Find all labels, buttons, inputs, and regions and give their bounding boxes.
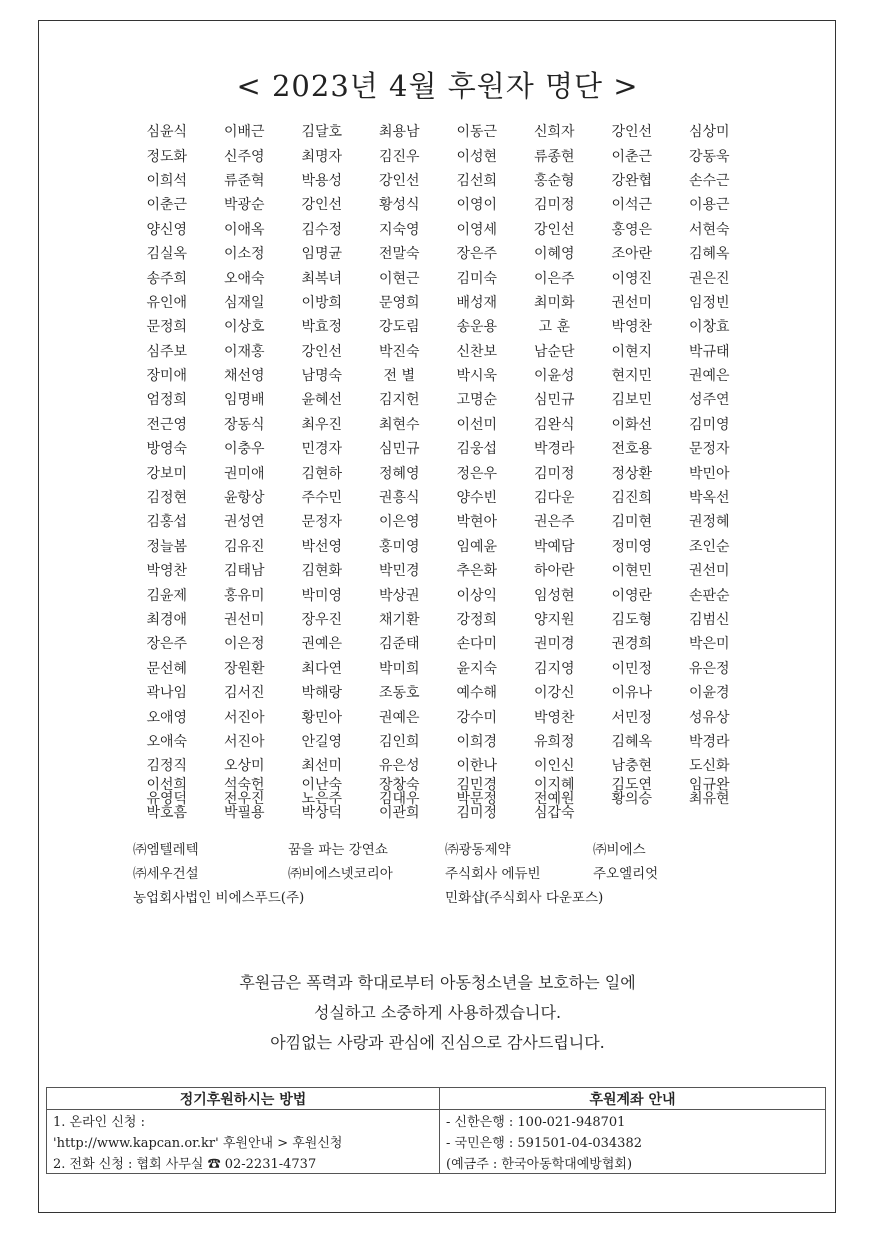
donor-name: 강수미 [456, 709, 498, 726]
donor-name: 조인순 [688, 538, 730, 555]
donor-name: 이선희 [146, 777, 188, 794]
donor-name: 박미희 [378, 660, 420, 677]
donor-name: 강정희 [456, 612, 498, 628]
donor-name: 이재홍 [223, 343, 265, 360]
donor-name: 장창숙 [378, 777, 420, 794]
donation-method-line: 1. 온라인 신청 : [47, 1110, 440, 1132]
donor-name: 박영찬 [533, 709, 575, 726]
donor-name: 손판순 [688, 587, 730, 604]
donor-name: 권은진 [688, 270, 730, 287]
donor-name: 유은성 [378, 758, 420, 775]
donor-name: 권선미 [611, 294, 653, 311]
name-row [128, 217, 748, 241]
donor-name: 류준혁 [223, 172, 265, 189]
donor-name: 권경희 [611, 636, 653, 653]
donor-name: 전예원 [533, 790, 575, 807]
donor-name: 이현민 [611, 563, 653, 580]
donor-name: 성주연 [688, 392, 730, 409]
donor-name: 엄정희 [146, 392, 188, 409]
donor-name: 노은주 [301, 790, 343, 807]
donor-name: 류종현 [533, 148, 575, 165]
donor-name: 황민아 [301, 709, 343, 726]
donor-name: 김선희 [456, 172, 498, 189]
donor-name: 강동욱 [688, 148, 730, 165]
company-row [133, 886, 753, 910]
donor-name: 이지혜 [533, 777, 575, 794]
donor-name: 심민규 [533, 392, 575, 409]
donor-name: 이강신 [533, 685, 575, 702]
name-row [128, 534, 748, 558]
donor-name: 박경라 [533, 441, 575, 458]
donor-name: 최현수 [378, 416, 420, 433]
donor-name: 박예담 [533, 538, 575, 555]
donor-name: 신희자 [533, 124, 575, 141]
donor-name: 이애옥 [223, 221, 265, 238]
donor-name: 정미영 [611, 538, 653, 555]
donor-name: 권정혜 [688, 514, 730, 531]
donor-name: 지숙영 [378, 221, 420, 238]
donor-name: 권예은 [301, 636, 343, 653]
donor-name: 박민아 [688, 465, 730, 482]
donor-name: 김인희 [378, 733, 420, 750]
donor-name: 김홍섭 [146, 514, 188, 531]
donor-name: 도신화 [688, 758, 730, 775]
donor-name: 이유나 [611, 685, 653, 702]
donor-name: 현지민 [611, 368, 653, 385]
donor-name: 조아란 [611, 246, 653, 263]
donor-name: 김진우 [378, 148, 420, 165]
donor-name: 이영진 [611, 270, 653, 287]
donor-name: 윤항상 [223, 490, 265, 507]
name-row [128, 680, 748, 704]
donor-name: 장은주 [146, 636, 188, 653]
company-row [133, 838, 753, 862]
donor-name: 이상호 [223, 319, 265, 336]
name-row [128, 119, 748, 143]
name-row [128, 582, 748, 606]
donor-name: 이방희 [301, 294, 343, 311]
bank-account-line: - 신한은행 : 100-021-948701 [440, 1110, 826, 1132]
donor-name: 예수해 [456, 685, 498, 702]
donor-name: 김준태 [378, 636, 420, 653]
donor-name: 권흥식 [378, 490, 420, 507]
donor-name: 장은주 [456, 246, 498, 263]
donor-name: 박경라 [688, 733, 730, 750]
company-name: 농업회사법인 비에스푸드(주) [133, 890, 305, 906]
donor-name: 권성연 [223, 514, 265, 531]
donor-name: 강인선 [301, 197, 343, 214]
donor-name: 이충우 [223, 441, 265, 458]
name-row [128, 265, 748, 289]
donor-name: 김서진 [223, 685, 265, 702]
donor-name: 강보미 [146, 465, 188, 482]
name-row [128, 412, 748, 436]
donor-name: 박규태 [688, 343, 730, 360]
donor-name: 이성현 [456, 148, 498, 165]
donor-name: 유인애 [146, 294, 188, 311]
donor-name: 이상익 [456, 587, 498, 604]
donor-name: 김미정 [533, 465, 575, 482]
donor-name: 전 별 [383, 368, 415, 385]
donor-name: 문선혜 [146, 660, 188, 677]
donor-name: 이희경 [456, 733, 498, 750]
donor-name: 강인선 [533, 221, 575, 238]
corporate-donor-list [133, 838, 753, 910]
donor-name: 강인선 [301, 343, 343, 360]
donor-name: 김혜옥 [611, 733, 653, 750]
donor-name: 이은정 [223, 636, 265, 653]
donor-name: 이석근 [611, 197, 653, 214]
donor-name: 정도화 [146, 148, 188, 165]
donor-name: 박시욱 [456, 368, 498, 385]
company-name: 주오엘리엇 [593, 866, 659, 882]
donor-name: 이한나 [456, 758, 498, 775]
page-title: < 2023년 4월 후원자 명단 > [236, 69, 639, 103]
donor-name: 김윤제 [146, 587, 188, 604]
donor-name: 이창효 [688, 319, 730, 336]
donor-name: 양신영 [146, 221, 188, 238]
company-name: 민화샵(주식회사 다운포스) [445, 890, 604, 906]
donor-name: 홍유미 [223, 587, 265, 604]
donor-name: 이현지 [611, 343, 653, 360]
donor-name: 강도림 [378, 319, 420, 336]
donor-name: 이배근 [223, 124, 265, 141]
donor-name: 남순단 [533, 343, 575, 360]
donor-name: 강인선 [611, 124, 653, 141]
donor-name: 김대우 [378, 790, 420, 807]
donor-name: 최명자 [301, 148, 343, 165]
donor-name: 권예은 [688, 368, 730, 385]
donor-name: 권미애 [223, 465, 265, 482]
donor-name: 홍영은 [611, 221, 653, 238]
donor-name: 민경자 [301, 441, 343, 458]
donor-name: 이선미 [456, 416, 498, 433]
donor-name: 김다운 [533, 490, 575, 507]
donor-name: 이용근 [688, 197, 730, 214]
donor-name: 전우진 [223, 790, 265, 807]
message-line: 성실하고 소중하게 사용하겠습니다. [313, 1003, 562, 1022]
donor-name: 김달호 [301, 124, 343, 141]
donor-name: 전호용 [611, 441, 653, 458]
donor-name: 유영덕 [146, 790, 188, 807]
thank-you-message [0, 968, 875, 1058]
message-line: 아낌없는 사랑과 관심에 진심으로 감사드립니다. [270, 1033, 605, 1052]
donor-name: 김지영 [533, 660, 575, 677]
donor-name: 최복녀 [301, 270, 343, 287]
donor-name: 김도연 [611, 777, 653, 794]
name-row [128, 241, 748, 265]
donor-name: 박영찬 [146, 563, 188, 580]
company-name: ㈜광동제약 [445, 842, 511, 858]
donor-name: 최유현 [688, 790, 730, 807]
name-row [128, 387, 748, 411]
name-row [128, 363, 748, 387]
donor-name: 심상미 [688, 124, 730, 141]
donor-name: 권선미 [688, 563, 730, 580]
name-row [128, 314, 748, 338]
donor-name: 강인선 [378, 172, 420, 189]
donor-name: 이혜영 [533, 246, 575, 263]
donor-name: 박선영 [301, 538, 343, 555]
donor-name: 장동식 [223, 416, 265, 433]
donor-name: 임예윤 [456, 538, 498, 555]
donor-name: 문정희 [146, 319, 188, 336]
donor-name: 하아란 [533, 563, 575, 580]
donor-name: 곽나임 [146, 685, 188, 702]
donor-name: 정은우 [456, 465, 498, 482]
donor-name: 박효정 [301, 319, 343, 336]
donor-name: 석숙헌 [223, 777, 265, 794]
donor-name: 김미영 [688, 416, 730, 433]
donor-name: 문영희 [378, 294, 420, 311]
donor-name: 김혜옥 [688, 246, 730, 263]
donor-name: 오애영 [146, 709, 188, 726]
donor-name: 김미정 [533, 197, 575, 214]
donor-name: 박현아 [456, 514, 498, 531]
donor-name: 심주보 [146, 343, 188, 360]
donor-name: 권은주 [533, 514, 575, 531]
name-row [128, 192, 748, 216]
donor-name: 최다연 [301, 660, 343, 677]
donor-name: 심재일 [223, 294, 265, 311]
donor-name: 주수민 [301, 490, 343, 507]
name-row [128, 436, 748, 460]
donor-name: 장미애 [146, 368, 188, 385]
donor-name: 박호흠 [146, 804, 188, 821]
donor-name: 임규완 [688, 777, 730, 794]
donor-name: 김현화 [301, 563, 343, 580]
donor-name: 박필용 [223, 804, 265, 821]
donor-name: 정혜영 [378, 465, 420, 482]
donor-name: 오애숙 [223, 270, 265, 287]
donor-name: 홍순형 [533, 172, 575, 189]
donor-name: 이영세 [456, 221, 498, 238]
donor-name: 고명순 [456, 392, 498, 409]
donor-name: 권예은 [378, 709, 420, 726]
donor-name: 조동호 [378, 685, 420, 702]
donor-name: 이은영 [378, 514, 420, 531]
donor-name: 임성현 [533, 587, 575, 604]
donor-name: 김완식 [533, 416, 575, 433]
donor-name: 박민경 [378, 563, 420, 580]
name-row [128, 631, 748, 655]
donor-name: 최용남 [378, 124, 420, 141]
donor-name: 김유진 [223, 538, 265, 555]
donor-name: 이윤경 [688, 685, 730, 702]
name-row [128, 339, 748, 363]
donor-name: 김태남 [223, 563, 265, 580]
donor-name: 문정자 [301, 514, 343, 531]
donor-name: 손다미 [456, 636, 498, 653]
name-row [128, 656, 748, 680]
donor-name: 김미숙 [456, 270, 498, 287]
donor-name: 박영찬 [611, 319, 653, 336]
donor-name: 박옥선 [688, 490, 730, 507]
donor-name: 김실옥 [146, 246, 188, 263]
name-row [128, 460, 748, 484]
donor-name: 양지원 [533, 612, 575, 628]
donor-name: 안길영 [301, 733, 343, 750]
donor-name: 김현하 [301, 465, 343, 482]
donor-name: 전근영 [146, 416, 188, 433]
donor-name: 이현근 [378, 270, 420, 287]
donor-name: 윤혜선 [301, 392, 343, 409]
donor-name: 고 훈 [538, 319, 570, 336]
donor-name: 이화선 [611, 416, 653, 433]
donor-name: 서진아 [223, 733, 265, 750]
donor-name: 채기환 [378, 612, 420, 628]
donor-name: 김진희 [611, 490, 653, 507]
donor-name: 김수정 [301, 221, 343, 238]
donor-name: 송주희 [146, 270, 188, 287]
donor-name: 이영란 [611, 587, 653, 604]
donor-name: 이춘근 [146, 197, 188, 214]
company-name: 주식회사 에듀빈 [445, 866, 541, 882]
name-row [128, 143, 748, 167]
bank-account-header: 후원계좌 안내 [440, 1088, 826, 1110]
company-name: ㈜비에스넷코리아 [288, 866, 393, 882]
donor-name: 배성재 [456, 294, 498, 311]
donor-name: 심윤식 [146, 124, 188, 141]
donor-name: 홍미영 [378, 538, 420, 555]
donor-name: 방영숙 [146, 441, 188, 458]
donor-name: 장우진 [301, 612, 343, 628]
donation-method-header: 정기후원하시는 방법 [47, 1088, 440, 1110]
donor-name: 이춘근 [611, 148, 653, 165]
donor-name: 송운용 [456, 319, 498, 336]
donor-name: 최경애 [146, 612, 188, 628]
donor-name: 정늘봄 [146, 538, 188, 555]
donor-name: 박미영 [301, 587, 343, 604]
donor-name: 김미현 [611, 514, 653, 531]
donation-method-line: 2. 전화 신청 : 협회 사무실 ☎ 02-2231-4737 [47, 1152, 440, 1174]
donor-name: 이은주 [533, 270, 575, 287]
company-name: 꿈을 파는 강연쇼 [288, 842, 388, 858]
donation-method-line: 'http://www.kapcan.or.kr' 후원안내 > 후원신청 [47, 1131, 440, 1152]
donor-name: 최우진 [301, 416, 343, 433]
donor-name-list [128, 119, 748, 821]
donor-name: 추은화 [456, 563, 498, 580]
donor-name: 정상환 [611, 465, 653, 482]
donation-info-table [46, 1087, 826, 1174]
donor-name: 권미경 [533, 636, 575, 653]
name-row [128, 485, 748, 509]
donor-name: 김도형 [611, 612, 653, 628]
message-line: 후원금은 폭력과 학대로부터 아동청소년을 보호하는 일에 [239, 973, 636, 992]
donor-name: 손수근 [688, 172, 730, 189]
name-row [128, 729, 748, 753]
donor-name: 황성식 [378, 197, 420, 214]
donor-name: 최선미 [301, 758, 343, 775]
donor-name: 박은미 [688, 636, 730, 653]
donor-name: 채선영 [223, 368, 265, 385]
donor-name: 황의승 [611, 790, 653, 807]
donor-name: 김웅섭 [456, 441, 498, 458]
donor-name: 이소정 [223, 246, 265, 263]
donor-name: 오상미 [223, 758, 265, 775]
donor-name: 김지헌 [378, 392, 420, 409]
donor-name: 권선미 [223, 612, 265, 628]
donor-name: 최미화 [533, 294, 575, 311]
donor-name: 임명균 [301, 246, 343, 263]
donor-name: 서민정 [611, 709, 653, 726]
bank-account-line: - 국민은행 : 591501-04-034382 [440, 1131, 826, 1152]
donor-name: 박문정 [456, 790, 498, 807]
bank-account-line: (예금주 : 한국아동학대예방협회) [440, 1152, 826, 1174]
donor-name: 서진아 [223, 709, 265, 726]
donor-name: 이영이 [456, 197, 498, 214]
donor-name: 유희정 [533, 733, 575, 750]
donor-name: 김정직 [146, 758, 188, 775]
donor-name: 이민정 [611, 660, 653, 677]
donor-name: 박광순 [223, 197, 265, 214]
donor-name: 박상권 [378, 587, 420, 604]
donor-name: 신주영 [223, 148, 265, 165]
donor-name: 이관희 [378, 804, 420, 821]
donor-name: 강완협 [611, 172, 653, 189]
company-name: ㈜세우건설 [133, 866, 199, 882]
donor-name: 박용성 [301, 172, 343, 189]
donor-name: 문정자 [688, 441, 730, 458]
donor-name: 윤지숙 [456, 660, 498, 677]
company-name: ㈜비에스 [593, 842, 646, 858]
donor-name: 전말숙 [378, 246, 420, 263]
company-name: ㈜엠텔레텍 [133, 842, 199, 858]
donor-name: 김범신 [688, 612, 730, 628]
donor-name: 박진숙 [378, 343, 420, 360]
donor-name: 김민경 [456, 777, 498, 794]
name-row [128, 558, 748, 582]
name-row [128, 168, 748, 192]
donor-name: 김보민 [611, 392, 653, 409]
donor-name: 오애숙 [146, 733, 188, 750]
donor-name: 남충현 [611, 758, 653, 775]
donor-name: 심민규 [378, 441, 420, 458]
donor-name: 이희석 [146, 172, 188, 189]
donor-name: 서현숙 [688, 221, 730, 238]
donor-name: 유은정 [688, 660, 730, 677]
donor-name: 박해랑 [301, 685, 343, 702]
donor-name: 장원환 [223, 660, 265, 677]
donor-name: 성유상 [688, 709, 730, 726]
donor-name: 이인신 [533, 758, 575, 775]
donor-name: 김정현 [146, 490, 188, 507]
donor-name: 이난숙 [301, 777, 343, 794]
name-row [128, 704, 748, 728]
name-row [128, 607, 748, 631]
name-row [128, 290, 748, 314]
donor-name: 심갑숙 [533, 804, 575, 821]
donor-name: 양수빈 [456, 490, 498, 507]
donor-name: 이동근 [456, 124, 498, 141]
company-row [133, 862, 753, 886]
donor-name: 박상덕 [301, 804, 343, 821]
donor-name: 김미정 [456, 804, 498, 821]
donor-name: 임명배 [223, 392, 265, 409]
name-row [128, 509, 748, 533]
donor-name: 남명숙 [301, 368, 343, 385]
donor-name: 임정빈 [688, 294, 730, 311]
donor-name: 이윤성 [533, 368, 575, 385]
donor-name: 신찬보 [456, 343, 498, 360]
